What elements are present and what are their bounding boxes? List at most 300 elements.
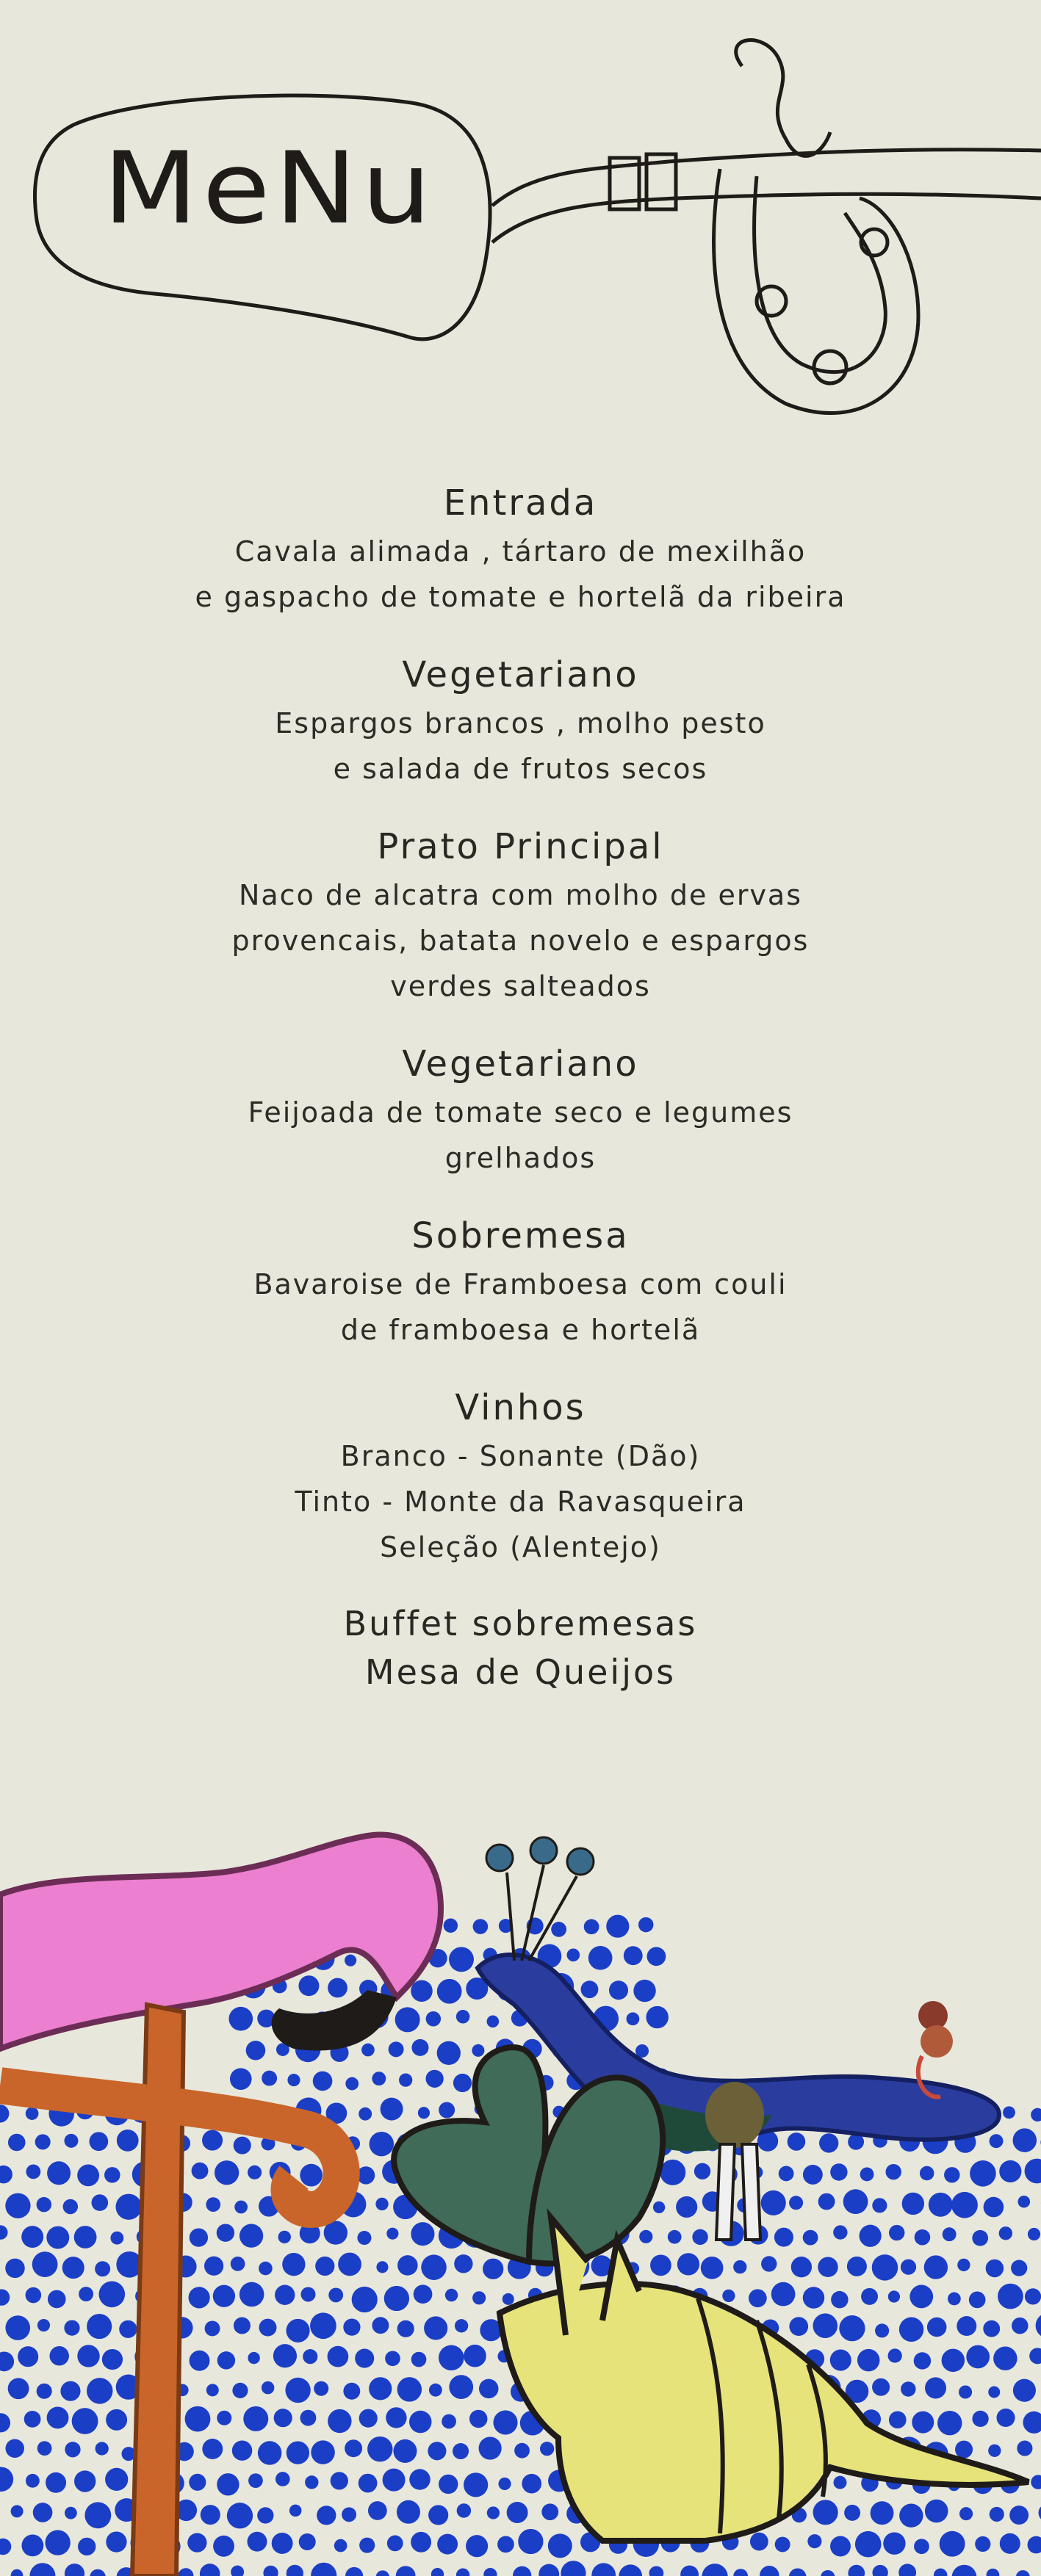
- blue-dot: [676, 2196, 697, 2218]
- blue-dot: [929, 2193, 953, 2217]
- blue-dot: [65, 2564, 84, 2576]
- blue-dot: [0, 2105, 9, 2123]
- blue-dot: [314, 2381, 328, 2396]
- blue-dot: [889, 2225, 904, 2240]
- blue-dot: [646, 2006, 668, 2028]
- blue-dot: [1025, 2288, 1041, 2304]
- blue-dot: [305, 2475, 318, 2489]
- blue-dot: [259, 2319, 277, 2337]
- blue-dot: [567, 1948, 580, 1961]
- blue-dot: [355, 2349, 374, 2368]
- blue-dot: [857, 2349, 880, 2372]
- blue-dot: [26, 2107, 39, 2120]
- blue-dot: [234, 2137, 251, 2154]
- blue-dot: [62, 2257, 84, 2279]
- blue-dot: [789, 2317, 808, 2336]
- blue-dot: [0, 2413, 10, 2432]
- blue-dot: [49, 2346, 69, 2366]
- blue-dot: [888, 2348, 902, 2362]
- blue-dot: [189, 2474, 206, 2491]
- blue-dot: [807, 2534, 821, 2548]
- menu-item-line: Bavaroise de Framboesa com couli: [253, 1268, 788, 1300]
- blue-dot: [372, 2317, 389, 2334]
- blue-dot: [424, 2316, 447, 2340]
- blue-dot: [860, 2168, 874, 2182]
- blue-dot: [872, 2378, 890, 2396]
- blue-dot: [749, 2289, 767, 2307]
- blue-dot: [518, 2529, 543, 2554]
- blue-dot: [248, 2166, 262, 2179]
- blue-dot: [77, 2345, 99, 2367]
- blue-dot: [60, 2381, 80, 2401]
- blue-dot: [274, 2409, 292, 2427]
- blue-dot: [522, 2474, 541, 2494]
- blue-dot: [232, 2383, 248, 2398]
- blue-dot: [606, 1915, 629, 1938]
- blue-dot: [1028, 2228, 1040, 2240]
- blue-dot: [359, 2409, 378, 2428]
- blue-dot: [119, 2320, 137, 2338]
- blue-dot: [677, 2253, 699, 2275]
- blue-dot: [202, 2130, 223, 2151]
- blue-dot: [774, 2228, 793, 2247]
- blue-dot: [821, 2570, 835, 2576]
- blue-dot: [464, 2345, 486, 2367]
- blue-dot: [1013, 2128, 1037, 2152]
- blue-dot: [0, 2289, 10, 2305]
- blue-dot: [328, 1978, 347, 1998]
- blue-dot: [454, 2254, 472, 2273]
- blue-dot: [311, 2563, 336, 2576]
- blue-dot: [37, 2319, 50, 2331]
- snake-on-branch-icon: [478, 22, 1041, 463]
- blue-dot: [106, 2409, 127, 2431]
- blue-dot: [983, 2320, 1000, 2337]
- blue-dot: [77, 2164, 99, 2186]
- blue-dot: [875, 2323, 889, 2337]
- blue-dot: [228, 2007, 253, 2031]
- blue-dot: [633, 1980, 655, 2002]
- blue-dot: [914, 2539, 929, 2554]
- blue-dot: [201, 2505, 220, 2525]
- blue-dot: [361, 2044, 375, 2057]
- menu-item-line: provencais, batata novelo e espargos: [231, 925, 810, 957]
- blue-dot: [1003, 2106, 1015, 2119]
- blue-dot: [426, 2011, 441, 2026]
- blue-dot: [11, 2505, 24, 2517]
- blue-dot: [660, 2160, 685, 2185]
- menu-section-prato-principal: [0, 821, 1041, 1009]
- blue-dot: [831, 2291, 848, 2308]
- blue-dot: [414, 2284, 433, 2304]
- blue-dot: [106, 2531, 126, 2552]
- blue-dot: [944, 2167, 959, 2182]
- menu-section-vegetariano-2: [0, 1038, 1041, 1181]
- blue-dot: [64, 2134, 78, 2148]
- menu-item-line: Seleção (Alentejo): [380, 1531, 661, 1563]
- blue-dot: [733, 2569, 748, 2576]
- blue-dot: [239, 2282, 264, 2307]
- blue-dot: [189, 2287, 210, 2308]
- blue-dot: [343, 2318, 360, 2335]
- menu-item-line: Espargos brancos , molho pesto: [275, 707, 766, 739]
- blue-dot: [65, 2507, 77, 2519]
- blue-dot: [282, 2253, 305, 2276]
- blue-dot: [411, 1980, 433, 2002]
- blue-dot: [29, 2563, 55, 2576]
- blue-dot: [8, 2134, 26, 2152]
- blue-dot: [493, 2410, 517, 2434]
- blue-dot: [650, 2254, 671, 2276]
- blue-dot: [104, 2167, 120, 2183]
- blue-dot: [258, 2441, 282, 2465]
- blue-dot: [359, 2108, 372, 2121]
- blue-dot: [257, 2507, 273, 2523]
- blue-dot: [507, 2502, 528, 2523]
- blue-dot: [844, 2505, 860, 2521]
- menu-section-buffet: [0, 1599, 1041, 1696]
- blue-dot: [26, 2164, 41, 2179]
- blue-dot: [498, 2478, 511, 2490]
- blue-dot: [428, 2442, 446, 2460]
- blue-dot: [692, 2229, 707, 2245]
- blue-dot: [885, 2164, 901, 2179]
- blue-dot: [993, 2346, 1017, 2370]
- blue-dot: [927, 2318, 947, 2337]
- blue-dot: [248, 2532, 267, 2552]
- blue-dot: [970, 2160, 996, 2187]
- blue-dot: [680, 2566, 699, 2576]
- blue-dot: [803, 2287, 824, 2308]
- blue-dot: [72, 2408, 98, 2434]
- blue-dot: [359, 2538, 375, 2553]
- blue-dot: [275, 2472, 290, 2486]
- blue-dot: [951, 2192, 978, 2218]
- blue-dot: [298, 1975, 319, 1996]
- blue-dot: [74, 2470, 96, 2492]
- blue-dot: [345, 2439, 362, 2457]
- blue-dot: [898, 2564, 916, 2576]
- blue-dot: [200, 2564, 220, 2576]
- blue-dot: [11, 2569, 24, 2576]
- blue-dot: [818, 2257, 838, 2277]
- blue-dot: [439, 2345, 464, 2370]
- blue-dot: [872, 2254, 898, 2281]
- blue-dot: [299, 2533, 316, 2550]
- blue-dot: [331, 2472, 348, 2489]
- blue-dot: [328, 2288, 343, 2303]
- blue-dot: [1017, 2441, 1032, 2456]
- blue-dot: [328, 2409, 351, 2433]
- blue-dot: [999, 2160, 1021, 2182]
- blue-dot: [287, 2074, 300, 2086]
- blue-dot: [487, 2506, 500, 2519]
- blue-dot: [803, 2230, 818, 2246]
- blue-dot: [303, 2349, 317, 2364]
- blue-dot: [966, 2345, 990, 2369]
- blue-dot: [178, 2568, 193, 2576]
- blue-dot: [445, 2289, 458, 2301]
- blue-dot: [262, 2381, 275, 2395]
- blue-dot: [899, 2318, 923, 2342]
- blue-dot: [901, 2381, 915, 2396]
- section-title: Sobremesa: [411, 1215, 630, 1256]
- blue-dot: [91, 2194, 108, 2211]
- blue-dot: [300, 2287, 315, 2301]
- blue-dot: [78, 2538, 96, 2555]
- blue-dot: [453, 2074, 472, 2092]
- blue-dot: [272, 2533, 293, 2554]
- blue-dot: [456, 2568, 469, 2576]
- blue-dot: [217, 2411, 231, 2425]
- blue-dot: [449, 1947, 474, 1972]
- blue-dot: [439, 2475, 458, 2494]
- blue-dot: [397, 2255, 418, 2276]
- blue-dot: [987, 2569, 1000, 2576]
- blue-dot: [384, 2286, 409, 2311]
- blue-dot: [409, 2411, 431, 2433]
- blue-dot: [345, 1955, 356, 1967]
- blue-dot: [925, 2500, 948, 2523]
- blue-dot: [397, 2377, 422, 2401]
- blue-dot: [871, 2501, 894, 2525]
- blue-dot: [74, 2226, 97, 2248]
- menu-section-vinhos: [0, 1382, 1041, 1570]
- blue-dot: [409, 2469, 430, 2489]
- blue-dot: [1031, 2108, 1041, 2121]
- blue-dot: [243, 2406, 268, 2431]
- blue-dot: [830, 2536, 851, 2557]
- blue-dot: [386, 2407, 406, 2428]
- blue-dot: [421, 2254, 447, 2280]
- blue-dot: [701, 2257, 724, 2279]
- blue-dot: [275, 2285, 295, 2305]
- blue-dot: [1011, 2260, 1027, 2276]
- blue-dot: [287, 2565, 303, 2576]
- blue-dot: [213, 2285, 235, 2307]
- blue-dot: [231, 2566, 244, 2576]
- blue-dot: [444, 1919, 458, 1933]
- blue-dot: [722, 2290, 735, 2302]
- blue-dot: [1009, 2506, 1029, 2525]
- blue-dot: [942, 2349, 965, 2373]
- blue-dot: [5, 2193, 30, 2218]
- blue-dot: [397, 2500, 420, 2524]
- blue-dot: [206, 2384, 219, 2396]
- blue-dot: [943, 2227, 957, 2241]
- blue-dot: [418, 2107, 430, 2119]
- blue-dot: [96, 2442, 109, 2455]
- blue-dot: [387, 2536, 403, 2552]
- blue-dot: [497, 2536, 514, 2553]
- blue-dot: [376, 2261, 388, 2273]
- blue-dot: [21, 2226, 43, 2248]
- blue-dot: [37, 2384, 52, 2399]
- blue-dot: [190, 2228, 208, 2246]
- blue-dot: [988, 2445, 1001, 2457]
- blue-dot: [32, 2251, 58, 2277]
- blue-dot: [1013, 2379, 1036, 2402]
- page-title: MeNu: [103, 131, 436, 247]
- blue-dot: [457, 2503, 471, 2517]
- blue-dot: [984, 2197, 1004, 2218]
- blue-dot: [286, 2319, 309, 2342]
- blue-dot: [472, 2291, 486, 2304]
- menu-section-vegetariano-1: [0, 649, 1041, 792]
- blue-dot: [455, 2319, 468, 2332]
- blue-dot: [230, 2068, 252, 2090]
- blue-dot: [287, 2441, 309, 2464]
- menu-item-line: Naco de alcatra com molho de ervas: [238, 879, 803, 911]
- blue-dot: [591, 2563, 616, 2576]
- blue-dot: [95, 2261, 110, 2276]
- blue-dot: [234, 2201, 248, 2214]
- blue-dot: [548, 2533, 572, 2558]
- blue-dot: [456, 2010, 470, 2024]
- blue-dot: [343, 2383, 360, 2400]
- blue-dot: [33, 2503, 53, 2522]
- blue-dot: [206, 2197, 220, 2212]
- blue-dot: [813, 2500, 838, 2525]
- blue-dot: [89, 2132, 108, 2151]
- blue-dot: [411, 2039, 428, 2056]
- blue-dot: [259, 2262, 273, 2276]
- blue-dot: [834, 2476, 847, 2489]
- blue-dot: [803, 2165, 823, 2185]
- blue-dot: [653, 2201, 665, 2213]
- blue-dot: [702, 2564, 727, 2576]
- blue-dot: [668, 2230, 682, 2244]
- blue-dot: [990, 2507, 1004, 2522]
- blue-dot: [98, 2281, 125, 2307]
- blue-dot: [540, 2442, 554, 2456]
- blue-dot: [187, 2533, 206, 2552]
- blue-dot: [232, 2440, 252, 2460]
- blue-dot: [342, 2507, 356, 2522]
- blue-dot: [217, 2473, 239, 2495]
- blue-dot: [205, 2321, 220, 2337]
- blue-dot: [368, 2501, 387, 2520]
- blue-dot: [647, 1947, 666, 1966]
- blue-dot: [367, 2436, 392, 2461]
- blue-dot: [789, 2196, 803, 2210]
- blue-dot: [79, 2287, 93, 2301]
- blue-dot: [102, 2349, 123, 2370]
- section-title: Entrada: [443, 482, 598, 524]
- blue-dot: [972, 2411, 988, 2427]
- blue-dot: [217, 2351, 235, 2369]
- blue-dot: [561, 2561, 586, 2576]
- blue-dot: [872, 2565, 887, 2576]
- blue-dot: [278, 2231, 291, 2243]
- blue-dot: [466, 2535, 488, 2557]
- blue-dot: [370, 2132, 394, 2156]
- blue-dot: [830, 2163, 847, 2180]
- blue-dot: [311, 2440, 334, 2464]
- blue-dot: [791, 2257, 812, 2277]
- blue-dot: [375, 2198, 388, 2210]
- blue-dot: [1016, 2570, 1030, 2576]
- blue-dot: [584, 1919, 599, 1934]
- blue-dot: [338, 2253, 361, 2276]
- blue-dot: [431, 2568, 444, 2576]
- section-title: Vegetariano: [402, 654, 639, 695]
- blue-dot: [369, 2377, 392, 2400]
- blue-dot: [914, 2352, 931, 2369]
- blue-dot: [300, 2410, 316, 2426]
- bottom-illustration: [0, 1806, 1041, 2576]
- section-title: Prato Principal: [377, 826, 664, 867]
- blue-dot: [0, 2539, 11, 2555]
- blue-dot: [315, 2257, 334, 2276]
- blue-dot: [313, 2072, 333, 2091]
- blue-dot: [538, 2564, 559, 2576]
- blue-dot: [46, 2226, 69, 2249]
- blue-dot: [988, 2386, 1000, 2398]
- blue-dot: [437, 2534, 458, 2555]
- blue-dot: [204, 2257, 223, 2276]
- blue-dot: [514, 2443, 530, 2459]
- blue-dot: [957, 2316, 976, 2336]
- blue-dot: [972, 2230, 988, 2246]
- blue-dot: [5, 2439, 24, 2458]
- blue-dot: [761, 2190, 786, 2215]
- blue-dot: [883, 2532, 905, 2554]
- blue-dot: [948, 2293, 961, 2306]
- blue-dot: [1028, 2536, 1041, 2554]
- blue-dot: [87, 2378, 112, 2403]
- blue-dot: [902, 2193, 924, 2215]
- blue-dot: [425, 2070, 443, 2088]
- blue-dot: [0, 2225, 8, 2239]
- blue-dot: [934, 2569, 948, 2576]
- blue-dot: [952, 2565, 977, 2576]
- blue-dot: [915, 2229, 931, 2246]
- blue-dot: [285, 2378, 310, 2403]
- blue-dot: [411, 2352, 427, 2367]
- blue-dot: [761, 2256, 777, 2271]
- blue-dot: [35, 2134, 51, 2149]
- blue-dot: [63, 2199, 78, 2214]
- menu-item-line: grelhados: [444, 1142, 597, 1174]
- blue-dot: [87, 2314, 112, 2339]
- blue-dot: [439, 2102, 455, 2119]
- blue-dot: [263, 2566, 278, 2576]
- cheese-line: Mesa de Queijos: [364, 1652, 677, 1692]
- blue-dot: [1029, 2348, 1041, 2364]
- blue-dot: [234, 2318, 251, 2334]
- blue-dot: [872, 2198, 887, 2213]
- blue-dot: [955, 2441, 973, 2459]
- blue-dot: [64, 2320, 79, 2335]
- section-title: Vegetariano: [402, 1043, 639, 1085]
- menu-item-line: e gaspacho de tomate e hortelã da ribeira: [195, 581, 846, 613]
- blue-dot: [789, 2568, 807, 2576]
- blue-dot: [813, 2313, 838, 2338]
- blue-dot: [975, 2536, 990, 2552]
- blue-dot: [117, 2130, 139, 2152]
- blue-dot: [26, 2287, 42, 2304]
- blue-dot: [105, 2468, 128, 2491]
- blue-dot: [0, 2351, 14, 2371]
- blue-dot: [649, 2566, 664, 2576]
- blue-dot: [248, 2352, 259, 2364]
- menu-item-line: verdes salteados: [390, 970, 651, 1002]
- blue-dot: [437, 2041, 461, 2065]
- blue-dot: [310, 2312, 336, 2339]
- blue-dot: [999, 2226, 1012, 2240]
- blue-dot: [924, 2255, 948, 2279]
